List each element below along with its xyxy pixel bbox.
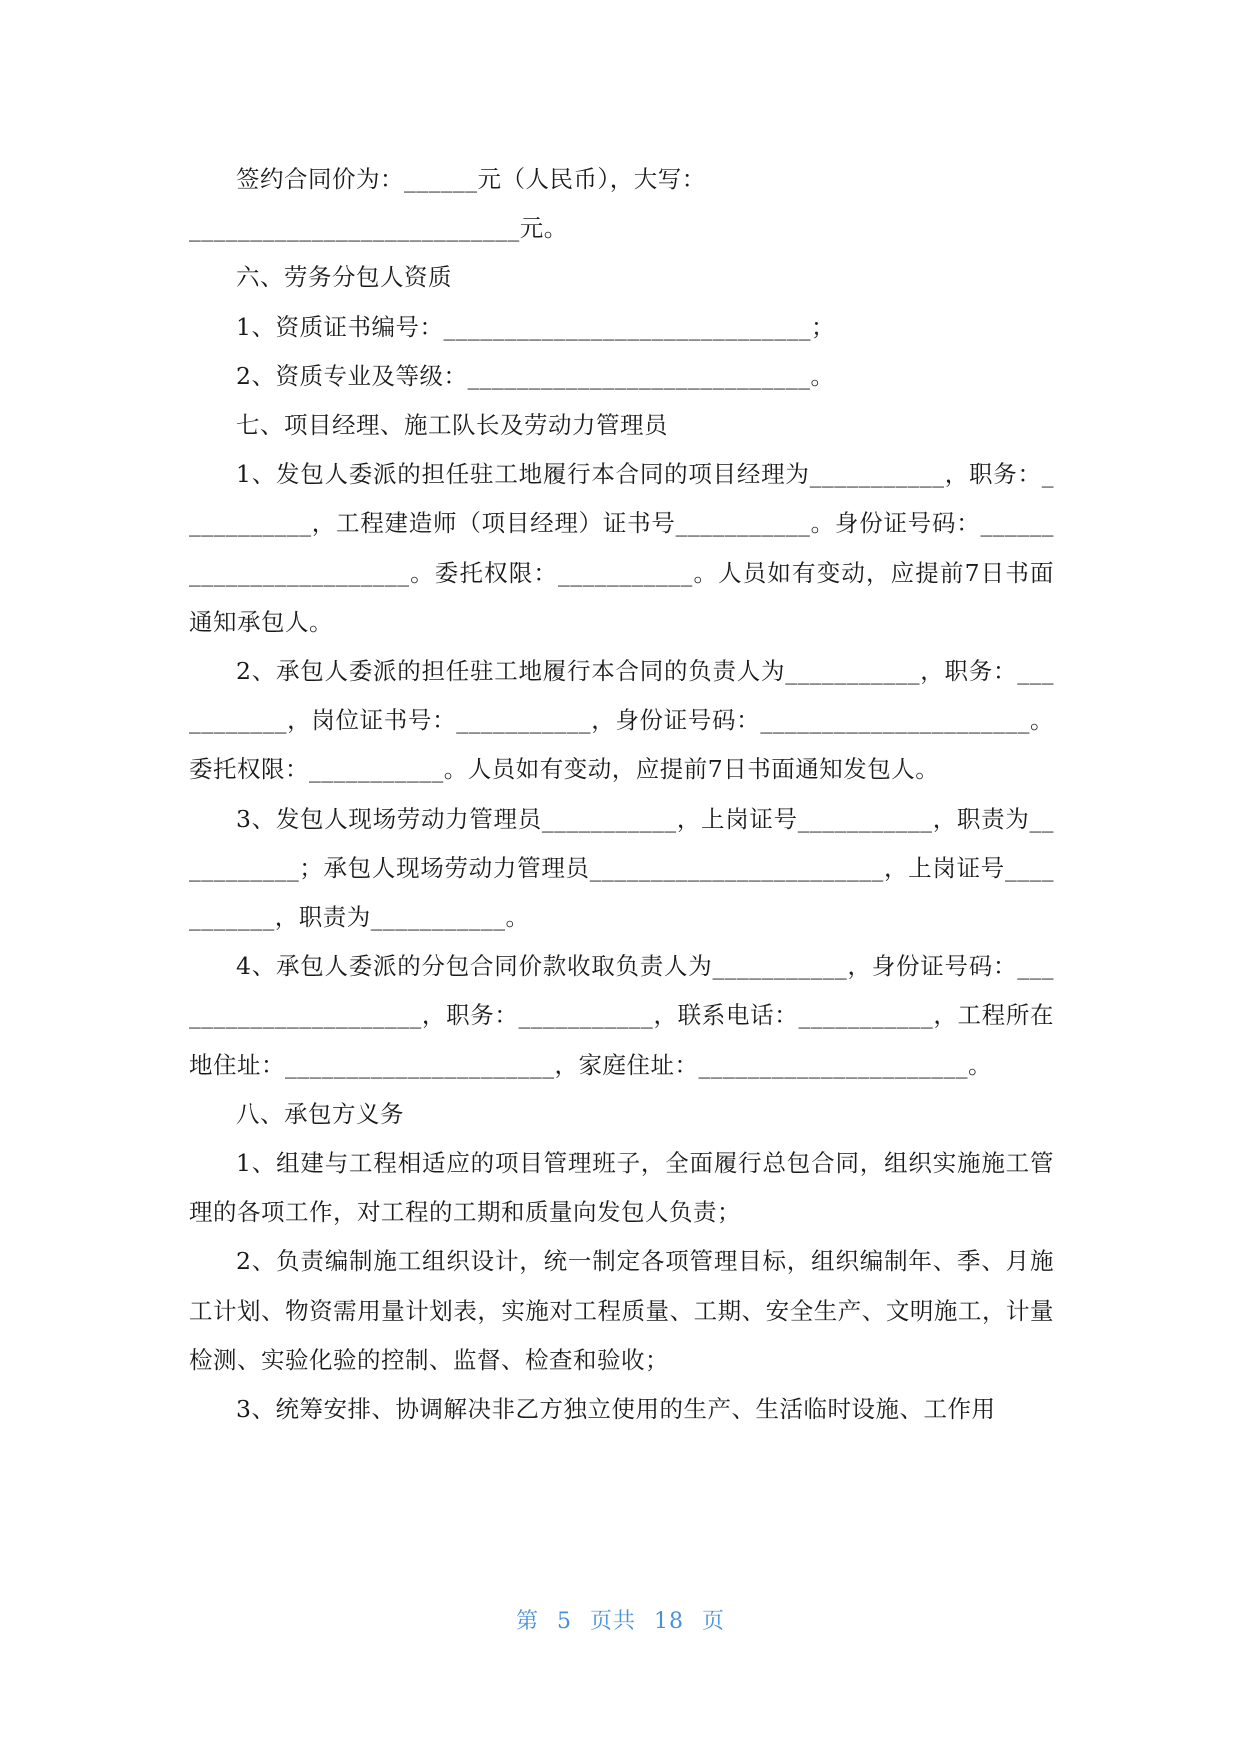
page-footer [0,1604,1241,1635]
section-heading-8: 八、承包方义务 [236,1099,404,1128]
paragraph-8-2: 2、负责编制施工组织设计，统一制定各项管理目标，组织编制年、季、月施工计划、物资需用量计划表，实施对工程质量、工期、安全生产、文明施工，计量检测、实验化验的控制、监督、检查和验收； [189,1247,1054,1374]
paragraph-7-4: 4、承包人委派的分包合同价款收取负责人为___________，身份证号码：______________________，职务：___________，联系电话：___________，工程所在地住址：______________________，家庭住址：______________________。 [189,952,1054,1079]
document-body [189,155,1054,1434]
paragraph-8-1: 1、组建与工程相适应的项目管理班子，全面履行总包合同，组织实施施工管理的各项工作，对工程的工期和质量向发包人负责； [189,1149,1054,1227]
footer-word-yegong: 页共 [589,1609,636,1634]
paragraph-7-3: 3、发包人现场劳动力管理员___________，上岗证号___________，职责为___________；承包人现场劳动力管理员________________________，上岗证号___________，职责为___________。 [189,804,1054,932]
paragraph-contract-price-words: ___________________________元。 [189,214,568,243]
paragraph-6-2: 2、资质专业及等级：____________________________。 [236,361,835,390]
footer-total-pages: 18 [654,1609,684,1634]
paragraph-7-1: 1、发包人委派的担任驻工地履行本合同的项目经理为___________，职务：___________，工程建造师（项目经理）证书号___________。身份证号码：________________________。委托权限：___________。人员如有变动，应提前7日书面通知承包人。 [189,460,1054,636]
section-heading-7: 七、项目经理、施工队长及劳动力管理员 [236,411,668,440]
paragraph-contract-price: 签约合同价为：______元（人民币），大写： [236,165,706,193]
section-heading-6: 六、劳务分包人资质 [236,263,452,292]
footer-current-page: 5 [556,1609,572,1634]
paragraph-7-2: 2、承包人委派的担任驻工地履行本合同的负责人为___________，职务：___________，岗位证书号：___________，身份证号码：______________________。委托权限：___________。人员如有变动，应提前7日书面通知发包人。 [189,657,1054,784]
footer-word-di: 第 [515,1609,539,1634]
paragraph-6-1: 1、资质证书编号：______________________________； [236,312,835,341]
footer-word-ye: 页 [702,1609,726,1634]
paragraph-8-3: 3、统筹安排、协调解决非乙方独立使用的生产、生活临时设施、工作用 [236,1395,996,1424]
